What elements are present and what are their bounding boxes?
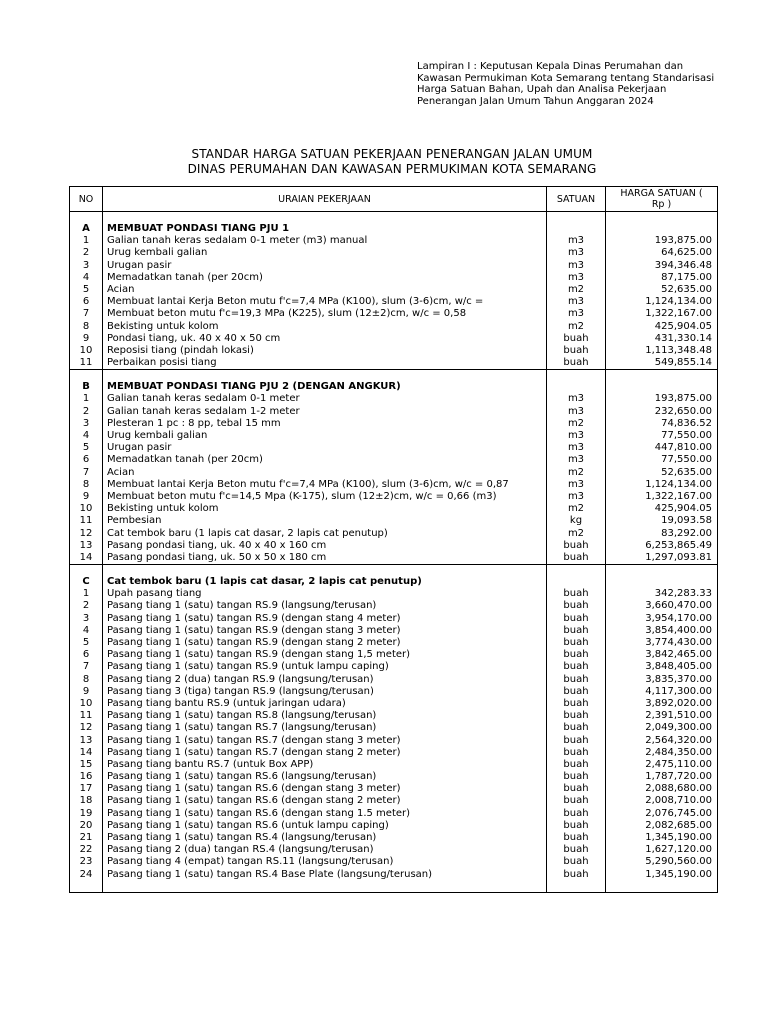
row-no: 6 [70, 454, 103, 466]
row-uraian: Acian [103, 467, 547, 479]
row-no: 20 [70, 820, 103, 832]
row-harga: 3,835,370.00 [606, 674, 718, 686]
row-satuan: m3 [547, 430, 606, 442]
table-row [70, 832, 718, 844]
row-harga: 3,842,465.00 [606, 649, 718, 661]
row-no: 9 [70, 333, 103, 345]
row-no: 9 [70, 686, 103, 698]
section-code: C [70, 576, 103, 588]
empty-cell [606, 565, 718, 577]
row-satuan: buah [547, 759, 606, 771]
empty-cell [606, 381, 718, 393]
row-uraian: Pasang tiang 1 (satu) tangan RS.7 (dengan stang 3 meter) [103, 735, 547, 747]
table-row [70, 247, 718, 259]
row-no: 7 [70, 467, 103, 479]
table-row [70, 735, 718, 747]
row-no: 5 [70, 442, 103, 454]
row-uraian: Urug kembali galian [103, 247, 547, 259]
table-row [70, 321, 718, 333]
empty-cell [547, 576, 606, 588]
row-no: 8 [70, 479, 103, 491]
row-uraian: Membuat beton mutu f'c=19,3 MPa (K225), slum (12±2)cm, w/c = 0,58 [103, 308, 547, 320]
title-line-1: STANDAR HARGA SATUAN PEKERJAAN PENERANGAN JALAN UMUM [191, 147, 593, 161]
row-no: 2 [70, 600, 103, 612]
empty-cell [70, 881, 103, 893]
row-satuan: m3 [547, 308, 606, 320]
row-harga: 2,475,110.00 [606, 759, 718, 771]
row-uraian: Pasang tiang 1 (satu) tangan RS.4 (langsung/terusan) [103, 832, 547, 844]
row-satuan: m2 [547, 418, 606, 430]
row-uraian: Pasang tiang 1 (satu) tangan RS.9 (dengan stang 1,5 meter) [103, 649, 547, 661]
row-uraian: Pasang tiang 1 (satu) tangan RS.7 (langsung/terusan) [103, 722, 547, 734]
table-row [70, 674, 718, 686]
row-satuan: m3 [547, 479, 606, 491]
row-uraian: Perbaikan posisi tiang [103, 357, 547, 370]
row-no: 23 [70, 856, 103, 868]
row-harga: 1,627,120.00 [606, 844, 718, 856]
row-no: 9 [70, 491, 103, 503]
table-row [70, 479, 718, 491]
row-harga: 77,550.00 [606, 430, 718, 442]
row-uraian: Pasang tiang 1 (satu) tangan RS.9 (untuk lampu caping) [103, 661, 547, 673]
row-harga: 3,954,170.00 [606, 613, 718, 625]
table-row [70, 272, 718, 284]
row-satuan: buah [547, 808, 606, 820]
section-header-row [70, 223, 718, 235]
empty-cell [606, 576, 718, 588]
row-satuan: m3 [547, 393, 606, 405]
row-no: 5 [70, 637, 103, 649]
row-uraian: Reposisi tiang (pindah lokasi) [103, 345, 547, 357]
row-satuan: buah [547, 345, 606, 357]
row-no: 11 [70, 357, 103, 370]
row-harga: 3,854,400.00 [606, 625, 718, 637]
title-line-2: DINAS PERUMAHAN DAN KAWASAN PERMUKIMAN KOTA SEMARANG [187, 162, 597, 176]
row-no: 2 [70, 406, 103, 418]
row-harga: 52,635.00 [606, 467, 718, 479]
row-harga: 64,625.00 [606, 247, 718, 259]
section-header-row [70, 576, 718, 588]
table-row [70, 783, 718, 795]
row-uraian: Galian tanah keras sedalam 1-2 meter [103, 406, 547, 418]
row-uraian: Membuat beton mutu f'c=14,5 Mpa (K-175), slum (12±2)cm, w/c = 0,66 (m3) [103, 491, 547, 503]
row-uraian: Pasang tiang 2 (dua) tangan RS.4 (langsung/terusan) [103, 844, 547, 856]
row-uraian: Pasang tiang 3 (tiga) tangan RS.9 (langsung/terusan) [103, 686, 547, 698]
row-uraian: Urugan pasir [103, 260, 547, 272]
empty-cell [70, 212, 103, 224]
row-uraian: Pasang pondasi tiang, uk. 40 x 40 x 160 cm [103, 540, 547, 552]
row-harga: 1,345,190.00 [606, 869, 718, 881]
row-harga: 232,650.00 [606, 406, 718, 418]
row-uraian: Pasang tiang 1 (satu) tangan RS.6 (dengan stang 3 meter) [103, 783, 547, 795]
row-harga: 2,564,320.00 [606, 735, 718, 747]
row-no: 4 [70, 272, 103, 284]
table-row [70, 454, 718, 466]
spacer-row [70, 881, 718, 893]
page-title [70, 147, 714, 177]
row-no: 5 [70, 284, 103, 296]
row-harga: 83,292.00 [606, 528, 718, 540]
section-code: A [70, 223, 103, 235]
row-satuan: m3 [547, 454, 606, 466]
row-satuan: buah [547, 710, 606, 722]
row-harga: 3,892,020.00 [606, 698, 718, 710]
row-harga: 2,049,300.00 [606, 722, 718, 734]
row-harga: 1,322,167.00 [606, 308, 718, 320]
row-no: 14 [70, 747, 103, 759]
empty-cell [547, 223, 606, 235]
table-row [70, 588, 718, 600]
row-satuan: buah [547, 540, 606, 552]
row-harga: 193,875.00 [606, 235, 718, 247]
row-satuan: buah [547, 722, 606, 734]
row-satuan: buah [547, 832, 606, 844]
row-no: 3 [70, 418, 103, 430]
row-satuan: m2 [547, 284, 606, 296]
row-uraian: Urugan pasir [103, 442, 547, 454]
row-harga: 6,253,865.49 [606, 540, 718, 552]
row-no: 10 [70, 345, 103, 357]
empty-cell [547, 565, 606, 577]
table-row [70, 418, 718, 430]
table-row [70, 406, 718, 418]
row-harga: 3,660,470.00 [606, 600, 718, 612]
empty-cell [103, 881, 547, 893]
row-uraian: Pasang tiang 1 (satu) tangan RS.4 Base Plate (langsung/terusan) [103, 869, 547, 881]
table-row [70, 820, 718, 832]
empty-cell [103, 212, 547, 224]
row-no: 3 [70, 613, 103, 625]
row-uraian: Pasang tiang 1 (satu) tangan RS.8 (langsung/terusan) [103, 710, 547, 722]
row-no: 1 [70, 588, 103, 600]
empty-cell [103, 565, 547, 577]
empty-cell [606, 881, 718, 893]
empty-cell [547, 212, 606, 224]
row-satuan: buah [547, 552, 606, 565]
row-no: 8 [70, 321, 103, 333]
empty-cell [547, 881, 606, 893]
empty-cell [547, 370, 606, 382]
row-no: 6 [70, 649, 103, 661]
row-no: 2 [70, 247, 103, 259]
section-header-row [70, 381, 718, 393]
row-uraian: Pasang tiang 1 (satu) tangan RS.9 (langsung/terusan) [103, 600, 547, 612]
row-no: 3 [70, 260, 103, 272]
table-row [70, 503, 718, 515]
row-no: 6 [70, 296, 103, 308]
table-header-row [70, 187, 718, 212]
row-satuan: m3 [547, 235, 606, 247]
row-uraian: Pasang tiang 1 (satu) tangan RS.7 (dengan stang 2 meter) [103, 747, 547, 759]
table-row [70, 515, 718, 527]
row-uraian: Pondasi tiang, uk. 40 x 40 x 50 cm [103, 333, 547, 345]
spacer-row [70, 565, 718, 577]
table-row [70, 284, 718, 296]
row-harga: 74,836.52 [606, 418, 718, 430]
row-uraian: Pasang tiang 1 (satu) tangan RS.6 (untuk lampu caping) [103, 820, 547, 832]
row-satuan: m3 [547, 406, 606, 418]
table-row [70, 308, 718, 320]
table-row [70, 661, 718, 673]
row-uraian: Pasang tiang 1 (satu) tangan RS.9 (dengan stang 4 meter) [103, 613, 547, 625]
table-row [70, 637, 718, 649]
row-uraian: Acian [103, 284, 547, 296]
row-uraian: Membuat lantai Kerja Beton mutu f'c=7,4 MPa (K100), slum (3-6)cm, w/c = 0,87 [103, 479, 547, 491]
table-row [70, 698, 718, 710]
row-satuan: buah [547, 600, 606, 612]
table-row [70, 747, 718, 759]
spacer-row [70, 370, 718, 382]
row-satuan: buah [547, 625, 606, 637]
row-satuan: buah [547, 844, 606, 856]
row-satuan: buah [547, 698, 606, 710]
row-satuan: buah [547, 795, 606, 807]
row-no: 12 [70, 722, 103, 734]
empty-cell [70, 370, 103, 382]
row-uraian: Galian tanah keras sedalam 0-1 meter (m3) manual [103, 235, 547, 247]
row-uraian: Bekisting untuk kolom [103, 321, 547, 333]
row-satuan: buah [547, 357, 606, 370]
table-row [70, 442, 718, 454]
spacer-row [70, 212, 718, 224]
row-no: 13 [70, 540, 103, 552]
table-row [70, 333, 718, 345]
row-harga: 425,904.05 [606, 321, 718, 333]
row-harga: 2,076,745.00 [606, 808, 718, 820]
empty-cell [547, 381, 606, 393]
row-uraian: Pasang tiang 1 (satu) tangan RS.9 (dengan stang 2 meter) [103, 637, 547, 649]
row-harga: 1,113,348.48 [606, 345, 718, 357]
row-uraian: Bekisting untuk kolom [103, 503, 547, 515]
row-harga: 1,322,167.00 [606, 491, 718, 503]
row-no: 13 [70, 735, 103, 747]
row-harga: 425,904.05 [606, 503, 718, 515]
table-row [70, 759, 718, 771]
row-satuan: kg [547, 515, 606, 527]
row-uraian: Pasang tiang 1 (satu) tangan RS.6 (dengan stang 1.5 meter) [103, 808, 547, 820]
row-satuan: buah [547, 613, 606, 625]
row-satuan: buah [547, 588, 606, 600]
table-row [70, 722, 718, 734]
table-row [70, 600, 718, 612]
table-row [70, 260, 718, 272]
empty-cell [70, 565, 103, 577]
row-satuan: buah [547, 735, 606, 747]
row-harga: 77,550.00 [606, 454, 718, 466]
empty-cell [606, 223, 718, 235]
row-no: 11 [70, 710, 103, 722]
header-uraian: URAIAN PEKERJAAN [103, 187, 547, 212]
row-satuan: m3 [547, 260, 606, 272]
table-row [70, 430, 718, 442]
row-uraian: Pasang tiang 4 (empat) tangan RS.11 (langsung/terusan) [103, 856, 547, 868]
row-satuan: m3 [547, 247, 606, 259]
row-harga: 193,875.00 [606, 393, 718, 405]
row-satuan: buah [547, 637, 606, 649]
row-uraian: Membuat lantai Kerja Beton mutu f'c=7,4 MPa (K100), slum (3-6)cm, w/c = [103, 296, 547, 308]
row-no: 4 [70, 625, 103, 637]
row-satuan: buah [547, 686, 606, 698]
table-row [70, 808, 718, 820]
row-satuan: m2 [547, 467, 606, 479]
lampiran-note: Lampiran I : Keputusan Kepala Dinas Perumahan dan Kawasan Permukiman Kota Semarang tentang Standarisasi Harga Satuan Bahan, Upah dan Analisa Pekerjaan Penerangan Jalan Umum Tahun Anggaran 2024 [417, 61, 715, 107]
row-harga: 5,290,560.00 [606, 856, 718, 868]
row-harga: 2,088,680.00 [606, 783, 718, 795]
row-harga: 549,855.14 [606, 357, 718, 370]
row-uraian: Upah pasang tiang [103, 588, 547, 600]
table-row [70, 552, 718, 565]
row-no: 14 [70, 552, 103, 565]
table-row [70, 649, 718, 661]
table-row [70, 795, 718, 807]
empty-cell [606, 370, 718, 382]
row-harga: 1,124,134.00 [606, 479, 718, 491]
row-no: 12 [70, 528, 103, 540]
row-no: 24 [70, 869, 103, 881]
row-harga: 342,283.33 [606, 588, 718, 600]
empty-cell [103, 370, 547, 382]
row-harga: 394,346.48 [606, 260, 718, 272]
row-no: 16 [70, 771, 103, 783]
row-satuan: m2 [547, 528, 606, 540]
row-satuan: m2 [547, 503, 606, 515]
row-harga: 87,175.00 [606, 272, 718, 284]
table-row [70, 357, 718, 370]
header-harga: HARGA SATUAN ( Rp ) [606, 187, 718, 212]
row-uraian: Pasang pondasi tiang, uk. 50 x 50 x 180 cm [103, 552, 547, 565]
table-row [70, 540, 718, 552]
row-satuan: buah [547, 747, 606, 759]
row-harga: 3,774,430.00 [606, 637, 718, 649]
row-harga: 19,093.58 [606, 515, 718, 527]
row-no: 4 [70, 430, 103, 442]
table-row [70, 625, 718, 637]
row-uraian: Memadatkan tanah (per 20cm) [103, 454, 547, 466]
table-row [70, 528, 718, 540]
price-table [69, 186, 718, 893]
row-satuan: buah [547, 771, 606, 783]
row-uraian: Pasang tiang 1 (satu) tangan RS.6 (langsung/terusan) [103, 771, 547, 783]
row-harga: 1,787,720.00 [606, 771, 718, 783]
row-uraian: Pasang tiang bantu RS.7 (untuk Box APP) [103, 759, 547, 771]
row-uraian: Pasang tiang 1 (satu) tangan RS.6 (dengan stang 2 meter) [103, 795, 547, 807]
row-no: 22 [70, 844, 103, 856]
row-no: 17 [70, 783, 103, 795]
table-row [70, 710, 718, 722]
row-satuan: m3 [547, 296, 606, 308]
row-satuan: buah [547, 820, 606, 832]
row-harga: 431,330.14 [606, 333, 718, 345]
header-satuan: SATUAN [547, 187, 606, 212]
row-no: 1 [70, 393, 103, 405]
table-row [70, 296, 718, 308]
row-satuan: buah [547, 856, 606, 868]
row-uraian: Pasang tiang 1 (satu) tangan RS.9 (dengan stang 3 meter) [103, 625, 547, 637]
table-row [70, 393, 718, 405]
row-satuan: buah [547, 674, 606, 686]
table-row [70, 491, 718, 503]
row-no: 11 [70, 515, 103, 527]
row-harga: 2,008,710.00 [606, 795, 718, 807]
row-satuan: m3 [547, 442, 606, 454]
row-harga: 52,635.00 [606, 284, 718, 296]
row-uraian: Urug kembali galian [103, 430, 547, 442]
table-row [70, 613, 718, 625]
row-no: 19 [70, 808, 103, 820]
row-no: 21 [70, 832, 103, 844]
table-row [70, 235, 718, 247]
row-harga: 447,810.00 [606, 442, 718, 454]
table-row [70, 856, 718, 868]
row-satuan: m3 [547, 491, 606, 503]
row-satuan: buah [547, 649, 606, 661]
row-satuan: buah [547, 869, 606, 881]
section-title: Cat tembok baru (1 lapis cat dasar, 2 lapis cat penutup) [103, 576, 547, 588]
row-no: 10 [70, 698, 103, 710]
table-row [70, 686, 718, 698]
table-row [70, 345, 718, 357]
row-no: 10 [70, 503, 103, 515]
empty-cell [606, 212, 718, 224]
row-no: 18 [70, 795, 103, 807]
table-row [70, 771, 718, 783]
section-code: B [70, 381, 103, 393]
row-uraian: Cat tembok baru (1 lapis cat dasar, 2 lapis cat penutup) [103, 528, 547, 540]
row-harga: 2,082,685.00 [606, 820, 718, 832]
row-no: 1 [70, 235, 103, 247]
table-row [70, 869, 718, 881]
row-uraian: Pasang tiang bantu RS.9 (untuk jaringan udara) [103, 698, 547, 710]
row-satuan: buah [547, 661, 606, 673]
row-harga: 2,484,350.00 [606, 747, 718, 759]
header-no: NO [70, 187, 103, 212]
section-title: MEMBUAT PONDASI TIANG PJU 1 [103, 223, 547, 235]
table-row [70, 844, 718, 856]
row-no: 8 [70, 674, 103, 686]
row-no: 15 [70, 759, 103, 771]
row-satuan: buah [547, 333, 606, 345]
row-no: 7 [70, 661, 103, 673]
row-uraian: Pembesian [103, 515, 547, 527]
row-harga: 1,297,093.81 [606, 552, 718, 565]
row-uraian: Galian tanah keras sedalam 0-1 meter [103, 393, 547, 405]
row-harga: 3,848,405.00 [606, 661, 718, 673]
row-no: 7 [70, 308, 103, 320]
row-harga: 1,124,134.00 [606, 296, 718, 308]
row-harga: 1,345,190.00 [606, 832, 718, 844]
row-uraian: Pasang tiang 2 (dua) tangan RS.9 (langsung/terusan) [103, 674, 547, 686]
section-title: MEMBUAT PONDASI TIANG PJU 2 (DENGAN ANGKUR) [103, 381, 547, 393]
row-harga: 2,391,510.00 [606, 710, 718, 722]
row-uraian: Memadatkan tanah (per 20cm) [103, 272, 547, 284]
row-satuan: buah [547, 783, 606, 795]
row-harga: 4,117,300.00 [606, 686, 718, 698]
table-row [70, 467, 718, 479]
table-body [70, 212, 718, 893]
row-uraian: Plesteran 1 pc : 8 pp, tebal 15 mm [103, 418, 547, 430]
row-satuan: m2 [547, 321, 606, 333]
row-satuan: m3 [547, 272, 606, 284]
